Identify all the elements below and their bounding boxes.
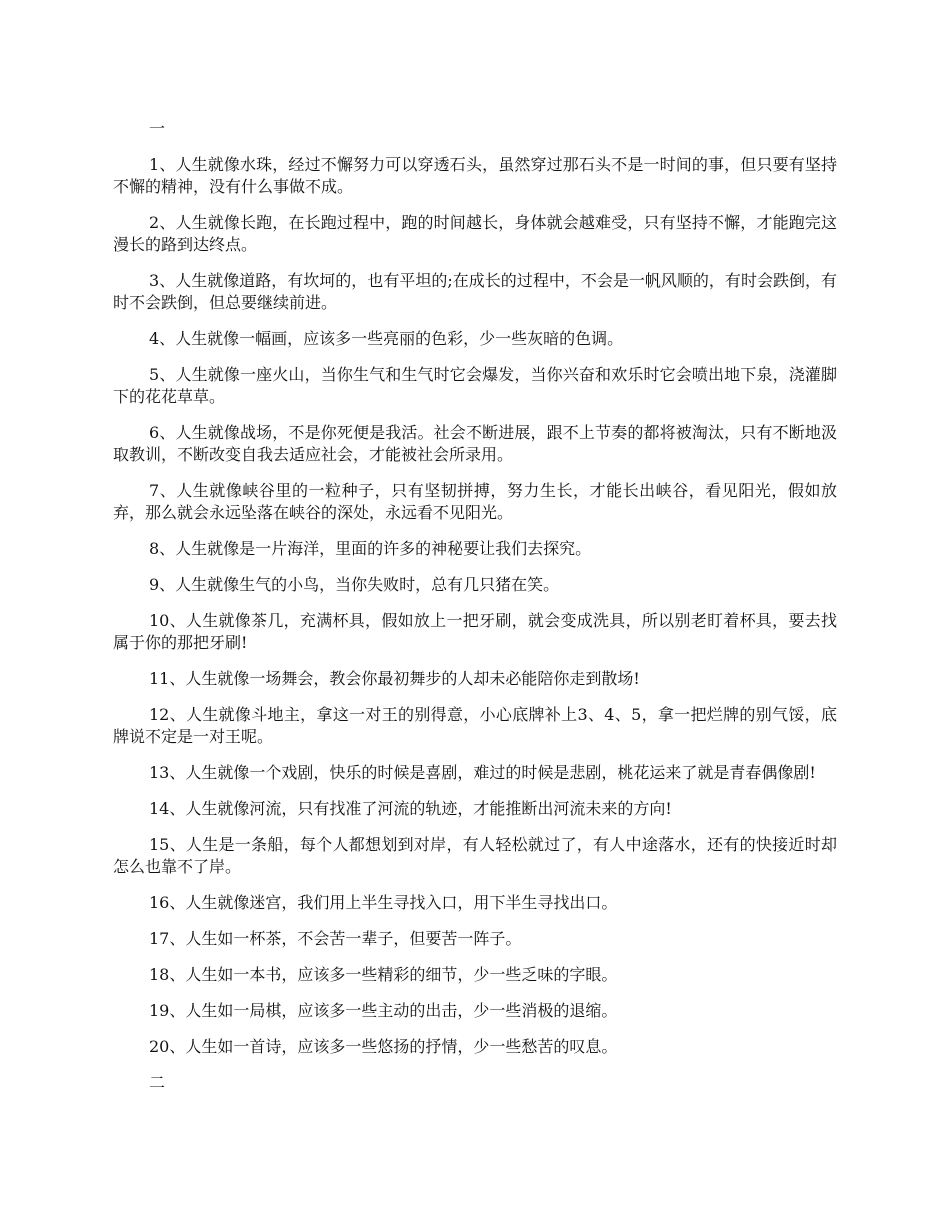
paragraph-14: 14、人生就像河流，只有找准了河流的轨迹，才能推断出河流未来的方向! — [149, 799, 672, 818]
paragraph-2: 2、人生就像长跑，在长跑过程中，跑的时间越长，身体就会越难受，只有坚持不懈，才能跑完这漫长的路到达终点。 — [113, 213, 837, 254]
paragraph-5: 5、人生就像一座火山，当你生气和生气时它会爆发，当你兴奋和欢乐时它会喷出地下泉，浇灌脚下的花花草草。 — [113, 365, 837, 406]
paragraph-7: 7、人生就像峡谷里的一粒种子，只有坚韧拼搏，努力生长，才能长出峡谷，看见阳光，假如放弃，那么就会永远坠落在峡谷的深处，永远看不见阳光。 — [113, 481, 837, 522]
section-heading-two: 二 — [149, 1073, 166, 1092]
paragraph-16: 16、人生就像迷宫，我们用上半生寻找入口，用下半生寻找出口。 — [149, 893, 618, 912]
paragraph-9: 9、人生就像生气的小鸟，当你失败时，总有几只猪在笑。 — [149, 575, 560, 594]
paragraph-11: 11、人生就像一场舞会，教会你最初舞步的人却未必能陪你走到散场! — [149, 669, 640, 688]
paragraph-8: 8、人生就像是一片海洋，里面的许多的神秘要让我们去探究。 — [149, 539, 592, 558]
paragraph-19: 19、人生如一局棋，应该多一些主动的出击，少一些消极的退缩。 — [149, 1001, 618, 1020]
paragraph-1: 1、人生就像水珠，经过不懈努力可以穿透石头，虽然穿过那石头不是一时间的事，但只要有坚持不懈的精神，没有什么事做不成。 — [113, 155, 837, 196]
paragraph-10: 10、人生就像茶几，充满杯具，假如放上一把牙刷，就会变成洗具，所以别老盯着杯具，要去找属于你的那把牙刷! — [113, 611, 837, 652]
paragraph-20: 20、人生如一首诗，应该多一些悠扬的抒情，少一些愁苦的叹息。 — [149, 1037, 618, 1056]
paragraph-4: 4、人生就像一幅画，应该多一些亮丽的色彩，少一些灰暗的色调。 — [149, 329, 624, 348]
paragraph-6: 6、人生就像战场，不是你死便是我活。社会不断进展，跟不上节奏的都将被淘汰，只有不断地汲取教训，不断改变自我去适应社会，才能被社会所录用。 — [113, 423, 837, 464]
paragraph-15: 15、人生是一条船，每个人都想划到对岸，有人轻松就过了，有人中途落水，还有的快接近时却怎么也靠不了岸。 — [113, 835, 837, 876]
section-heading-one: 一 — [149, 119, 166, 138]
paragraph-18: 18、人生如一本书，应该多一些精彩的细节，少一些乏味的字眼。 — [149, 965, 618, 984]
paragraph-17: 17、人生如一杯茶，不会苦一辈子，但要苦一阵子。 — [149, 929, 522, 948]
document-page — [113, 118, 837, 1108]
paragraph-13: 13、人生就像一个戏剧，快乐的时候是喜剧，难过的时候是悲剧，桃花运来了就是青春偶像剧! — [149, 763, 816, 782]
paragraph-12: 12、人生就像斗地主，拿这一对王的别得意，小心底牌补上3、4、5，拿一把烂牌的别气馁，底牌说不定是一对王呢。 — [113, 705, 837, 746]
paragraph-3: 3、人生就像道路，有坎坷的，也有平坦的;在成长的过程中，不会是一帆风顺的，有时会跌倒，有时不会跌倒，但总要继续前进。 — [113, 271, 837, 312]
